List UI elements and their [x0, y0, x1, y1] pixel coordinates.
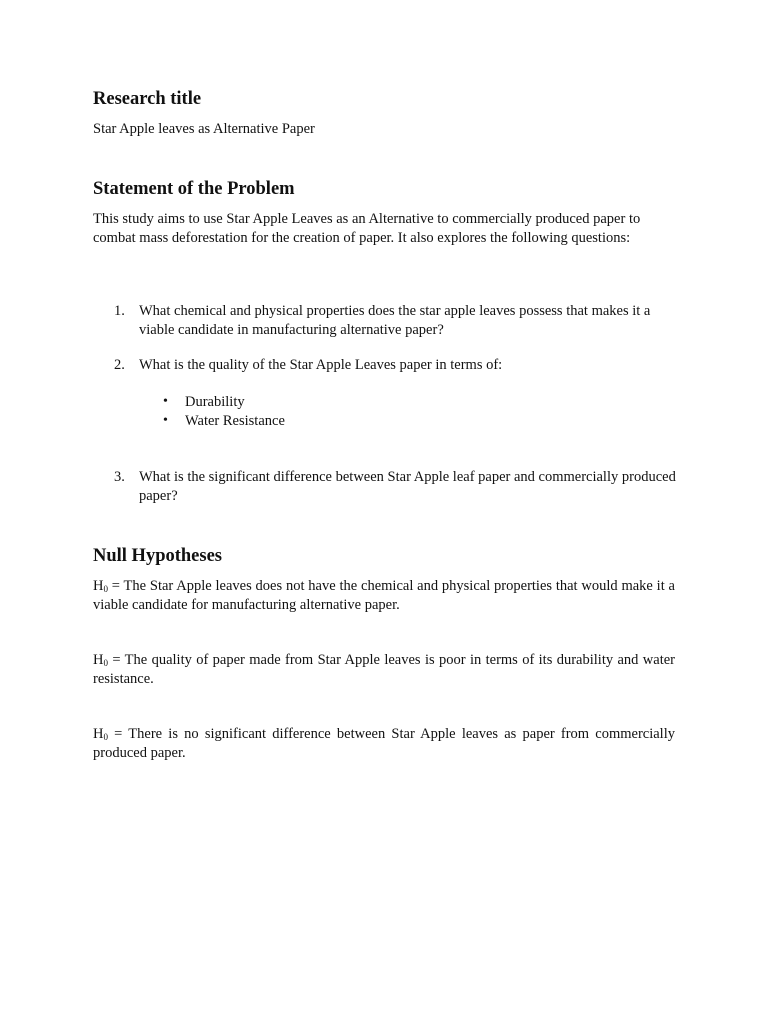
question-number: 2. [114, 357, 125, 373]
bullet-dot: • [163, 394, 168, 409]
question-number: 3. [114, 469, 125, 485]
hypothesis-symbol [93, 726, 108, 742]
hypothesis-item [93, 577, 675, 614]
hypothesis-text: = The quality of paper made from Star Apple leaves is poor in terms of its durability and water resistance. [93, 652, 675, 687]
question-text: What chemical and physical properties does the star apple leaves possess that makes it a viable candidate in manufacturing alternative paper? [139, 303, 651, 338]
hypothesis-item [93, 725, 675, 762]
hypothesis-text: = The Star Apple leaves does not have the chemical and physical properties that would make it a viable candidate for manufacturing alternative paper. [93, 578, 675, 613]
hypothesis-symbol-letter: H [93, 578, 104, 594]
hypothesis-symbol-letter: H [93, 726, 104, 742]
bullet-text: Water Resistance [185, 413, 285, 429]
hypothesis-symbol-subscript: 0 [103, 658, 108, 668]
problem-intro: This study aims to use Star Apple Leaves as an Alternative to commercially produced paper to combat mass deforestation for the creation of paper. It also explores the following questions: [93, 211, 641, 246]
hypothesis-text: = There is no significant difference between Star Apple leaves as paper from commercially produced paper. [93, 726, 675, 761]
question-text: What is the quality of the Star Apple Leaves paper in terms of: [139, 357, 503, 373]
hypothesis-item [93, 651, 675, 688]
hypothesis-symbol-subscript: 0 [103, 732, 108, 742]
research-title-text: Star Apple leaves as Alternative Paper [93, 121, 315, 137]
research-title-heading: Research title [93, 89, 202, 109]
hypothesis-symbol-subscript: 0 [103, 584, 108, 594]
hypothesis-symbol [93, 578, 108, 594]
hypothesis-symbol [93, 652, 108, 668]
question-number: 1. [114, 303, 125, 319]
bullet-dot: • [163, 413, 168, 428]
question-text: What is the significant difference between Star Apple leaf paper and commercially produced paper? [139, 469, 676, 504]
problem-heading: Statement of the Problem [93, 179, 295, 199]
bullet-text: Durability [185, 394, 245, 410]
hypotheses-heading: Null Hypotheses [93, 546, 223, 566]
hypothesis-symbol-letter: H [93, 652, 104, 668]
